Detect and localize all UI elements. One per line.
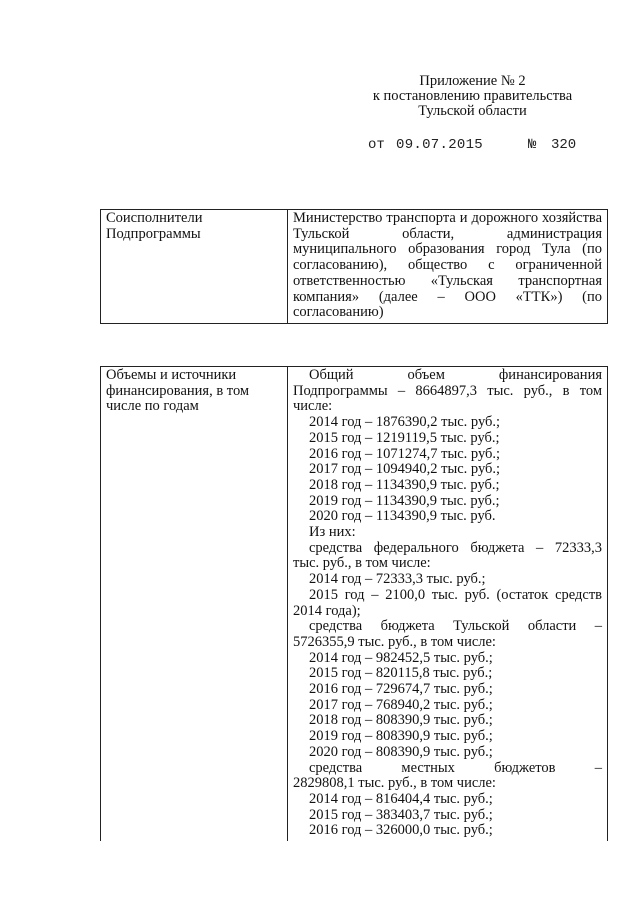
total-years-list [293,415,602,525]
coexecutors-row [101,210,608,324]
year-amount-line: 2018 год – 808390,9 тыс. руб.; [309,712,493,729]
appendix-title: Приложение № 2 [419,73,526,89]
appendix-header [355,74,590,119]
funding-table [100,366,608,841]
coexecutors-label: Соисполнители Подпрограммы [101,210,288,324]
funding-details [288,367,608,842]
year-amount-line: 2016 год – 1071274,7 тыс. руб.; [309,445,501,462]
regional-budget-line: 5726355,9 тыс. руб., в том числе: [293,633,496,650]
decree-number: 320 [551,137,577,153]
decree-date-prefix: от [368,137,385,153]
federal-years-list [293,572,602,588]
year-amount-line: 2017 год – 1094940,2 тыс. руб.; [309,461,501,478]
year-amount-line: 2019 год – 1134390,9 тыс. руб.; [309,492,500,509]
appendix-subtitle: к постановлению правительства [372,88,573,104]
funding-total-line: Общий объем финансирования [309,367,602,383]
regional-years-list [293,651,602,761]
year-amount-line: 2020 год – 808390,9 тыс. руб.; [309,743,493,760]
decree-date: 09.07.2015 [396,137,484,153]
year-amount-line: 2017 год – 768940,2 тыс. руб.; [309,696,493,713]
funding-total-line: числе: [293,398,333,415]
year-amount-line: 2014 год – 982452,5 тыс. руб.; [309,649,493,666]
federal-2015-line: 2014 года); [293,602,361,619]
federal-budget-line: тыс. руб., в том числе: [293,555,431,572]
funding-total-line: Подпрограммы – 8664897,3 тыс. руб., в том [293,382,602,399]
of-them-label: Из них: [309,524,356,541]
appendix-region: Тульской области [418,103,527,119]
year-amount-line: 2016 год – 326000,0 тыс. руб.; [309,822,493,839]
funding-label: Объемы и источники финансирования, в том числе по годам [101,367,288,842]
year-amount-line: 2015 год – 820115,8 тыс. руб.; [309,665,493,682]
local-budget-line: 2829808,1 тыс. руб., в том числе: [293,775,496,792]
year-amount-line: 2015 год – 1219119,5 тыс. руб.; [309,429,500,446]
year-amount-line: 2014 год – 72333,3 тыс. руб.; [309,571,486,588]
local-budget-line: средства местных бюджетов – [309,759,602,776]
year-amount-line: 2014 год – 1876390,2 тыс. руб.; [309,414,501,431]
coexecutors-table [100,209,608,324]
year-amount-line: 2016 год – 729674,7 тыс. руб.; [309,681,493,698]
federal-budget-line: средства федерального бюджета – 72333,3 [309,539,602,556]
decree-number-sign: № [528,137,537,153]
federal-2015-line: 2015 год – 2100,0 тыс. руб. (остаток средств [309,586,602,603]
regional-budget-line: средства бюджета Тульской области – [309,618,602,635]
year-amount-line: 2020 год – 1134390,9 тыс. руб. [309,508,496,525]
year-amount-line: 2019 год – 808390,9 тыс. руб.; [309,728,493,745]
local-years-list [293,792,602,839]
coexecutors-text: Министерство транспорта и дорожного хозяйства Тульской области, администрация муниципального образования город Тула (по согласованию), общество с ограниченной ответственностью «Тульская транспортная компания» (далее – ООО «ТТК») (по согласованию) [288,210,608,324]
year-amount-line: 2015 год – 383403,7 тыс. руб.; [309,806,493,823]
funding-row [101,367,608,842]
year-amount-line: 2014 год – 816404,4 тыс. руб.; [309,790,493,807]
year-amount-line: 2018 год – 1134390,9 тыс. руб.; [309,476,500,493]
